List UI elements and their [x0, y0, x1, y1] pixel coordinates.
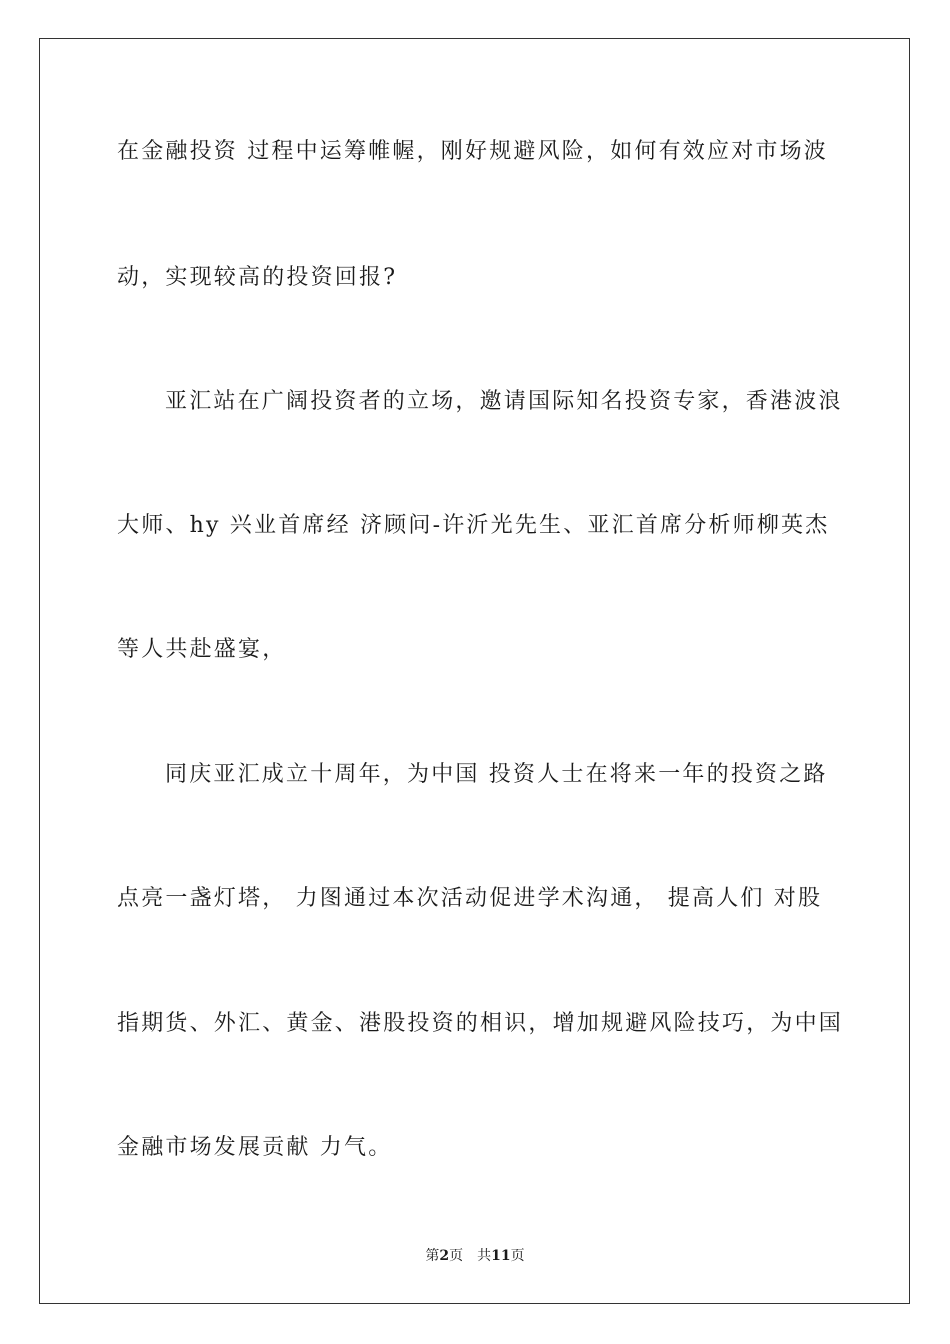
body-line-6: 同庆亚汇成立十周年，为中国 投资人士在将来一年的投资之路	[165, 762, 828, 787]
body-line-3: 亚汇站在广阔投资者的立场，邀请国际知名投资专家，香港波浪	[165, 389, 843, 414]
body-line-2: 动，实现较高的投资回报?	[117, 265, 398, 290]
body-line-5: 等人共赴盛宴，	[117, 637, 287, 662]
body-line-9: 金融市场发展贡献 力气。	[117, 1135, 393, 1160]
page-frame	[39, 38, 910, 1304]
footer-prefix: 第	[425, 1248, 440, 1264]
body-line-1: 在金融投资 过程中运筹帷幄，刚好规避风险，如何有效应对市场波	[117, 139, 828, 164]
body-line-4: 大师、hy 兴业首席经 济顾问-许沂光先生、亚汇首席分析师柳英杰	[117, 513, 830, 538]
body-line-8: 指期货、外汇、黄金、港股投资的相识，增加规避风险技巧，为中国	[117, 1011, 844, 1036]
footer-suffix: 页	[510, 1248, 525, 1264]
body-line-7: 点亮一盏灯塔， 力图通过本次活动促进学术沟通， 提高人们 对股	[117, 886, 823, 911]
total-pages-number: 11	[491, 1248, 511, 1264]
footer-middle: 页 共	[449, 1248, 492, 1264]
page-footer	[0, 1246, 950, 1266]
current-page-number: 2	[439, 1248, 450, 1264]
